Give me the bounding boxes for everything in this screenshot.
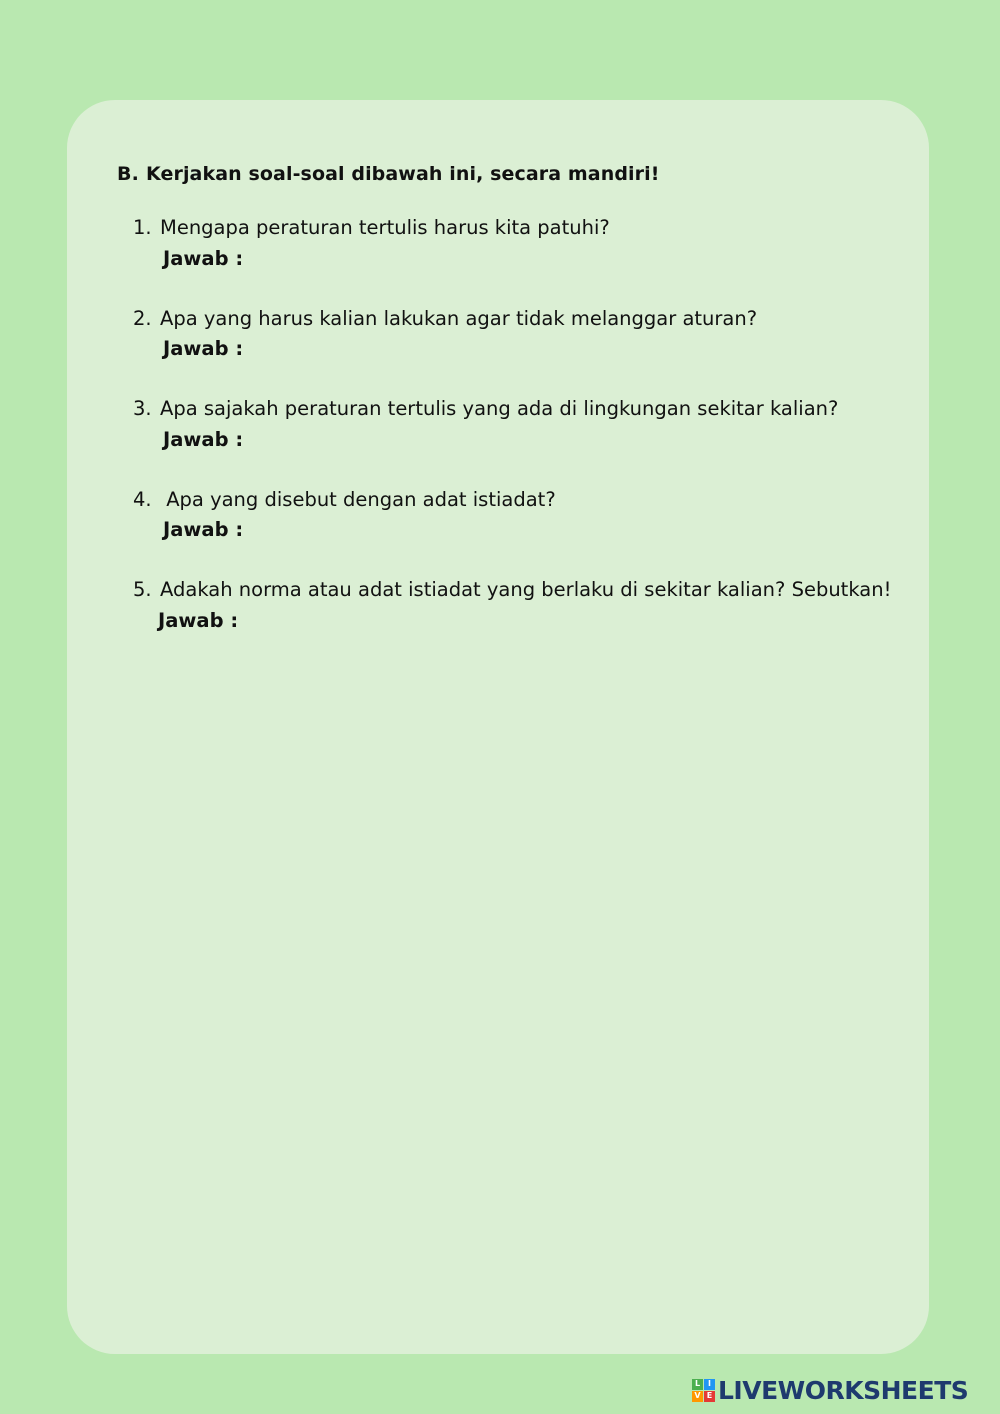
- logo-letter-i: I: [704, 1379, 715, 1390]
- logo-letter-e: E: [704, 1391, 715, 1402]
- liveworksheets-brand[interactable]: [692, 1374, 968, 1406]
- section-letter: B.: [117, 163, 139, 185]
- question-3: [133, 397, 838, 421]
- liveworksheets-logo-icon: [692, 1379, 715, 1402]
- question-number: 3.: [133, 397, 152, 420]
- question-number: 4.: [133, 488, 152, 511]
- logo-letter-v: V: [692, 1391, 703, 1402]
- question-text: Apa yang disebut dengan adat istiadat?: [160, 488, 556, 511]
- section-title: [117, 163, 660, 185]
- question-number: 1.: [133, 216, 152, 239]
- question-5: [133, 578, 891, 602]
- question-number: 2.: [133, 307, 152, 330]
- logo-letter-l: L: [692, 1379, 703, 1390]
- answer-label-2[interactable]: Jawab :: [163, 337, 244, 360]
- answer-label-5[interactable]: Jawab :: [158, 609, 239, 632]
- question-text: Mengapa peraturan tertulis harus kita patuhi?: [160, 216, 610, 239]
- brand-name: LIVEWORKSHEETS: [718, 1375, 969, 1405]
- question-number: 5.: [133, 578, 152, 601]
- question-text: Apa sajakah peraturan tertulis yang ada di lingkungan sekitar kalian?: [160, 397, 839, 420]
- answer-label-4[interactable]: Jawab :: [163, 518, 244, 541]
- answer-label-1[interactable]: Jawab :: [163, 247, 244, 270]
- answer-label-3[interactable]: Jawab :: [163, 428, 244, 451]
- section-title-text: Kerjakan soal-soal dibawah ini, secara mandiri!: [146, 163, 660, 185]
- question-2: [133, 307, 757, 331]
- worksheet-card: [67, 100, 929, 1354]
- question-text: Apa yang harus kalian lakukan agar tidak melanggar aturan?: [160, 307, 758, 330]
- question-1: [133, 216, 610, 240]
- question-text: Adakah norma atau adat istiadat yang berlaku di sekitar kalian? Sebutkan!: [160, 578, 892, 601]
- question-4: [133, 488, 556, 512]
